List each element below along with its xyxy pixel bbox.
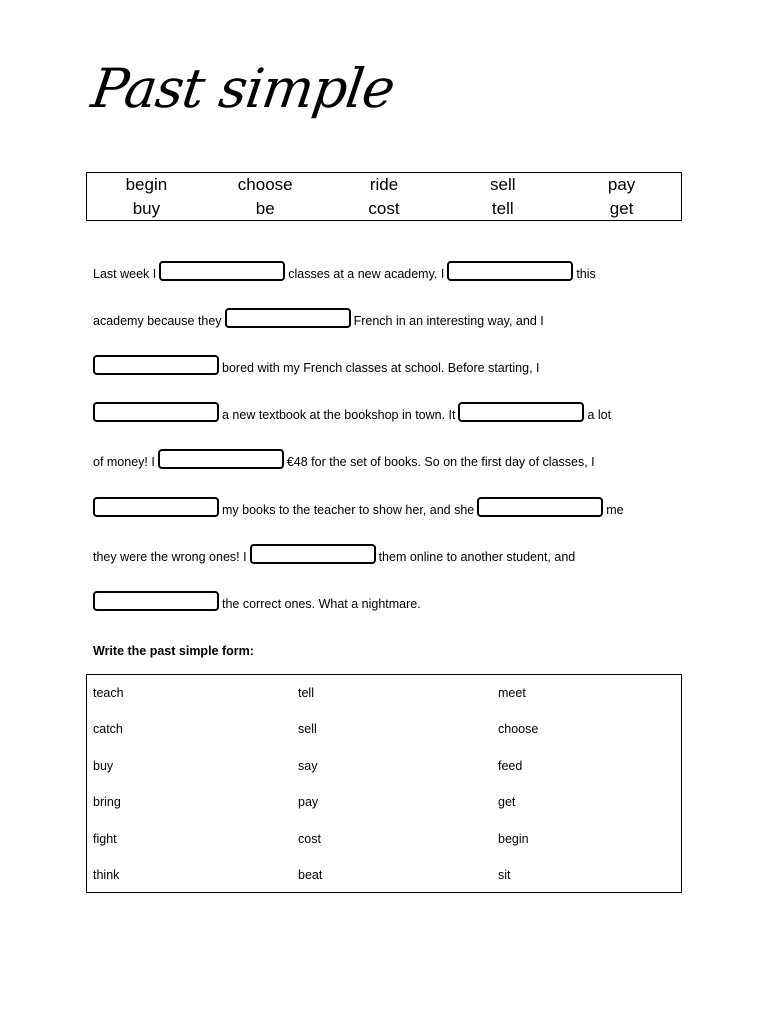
verb-item: say bbox=[298, 759, 318, 773]
passage-line bbox=[93, 448, 595, 476]
word-bank bbox=[86, 172, 682, 221]
answer-gap[interactable] bbox=[93, 355, 219, 375]
passage-line bbox=[93, 354, 540, 382]
word-bank-item: begin bbox=[125, 174, 168, 194]
word-bank-item: choose bbox=[237, 174, 293, 194]
answer-gap[interactable] bbox=[447, 261, 573, 281]
verb-item: catch bbox=[93, 722, 123, 736]
passage-text: a new textbook at the bookshop in town. It bbox=[222, 408, 456, 422]
verb-item: begin bbox=[498, 832, 529, 846]
passage-line bbox=[93, 307, 544, 335]
passage-text: this bbox=[576, 267, 596, 281]
word-bank-item: buy bbox=[132, 198, 161, 218]
verb-item: sell bbox=[298, 722, 317, 736]
answer-gap[interactable] bbox=[159, 261, 285, 281]
answer-gap[interactable] bbox=[158, 449, 284, 469]
passage-text: my books to the teacher to show her, and she bbox=[222, 503, 475, 517]
passage-text: bored with my French classes at school. Before starting, I bbox=[222, 361, 540, 375]
passage-line bbox=[93, 260, 596, 288]
verb-item: get bbox=[498, 795, 516, 809]
verb-item: bring bbox=[93, 795, 121, 809]
passage-text: French in an interesting way, and I bbox=[353, 314, 544, 328]
verb-item: pay bbox=[298, 795, 319, 809]
answer-gap[interactable] bbox=[225, 308, 351, 328]
passage-text: academy because they bbox=[93, 314, 222, 328]
word-bank-item: ride bbox=[369, 174, 399, 194]
exercise-instruction: Write the past simple form: bbox=[93, 644, 254, 658]
word-bank-item: tell bbox=[491, 198, 514, 218]
verb-item: fight bbox=[93, 832, 117, 846]
passage-line bbox=[93, 401, 611, 429]
answer-gap[interactable] bbox=[93, 591, 219, 611]
passage-line bbox=[93, 590, 421, 618]
verb-item: tell bbox=[298, 686, 314, 700]
word-bank-item: pay bbox=[607, 174, 636, 194]
passage-text: of money! I bbox=[93, 455, 155, 469]
passage-text: me bbox=[606, 503, 624, 517]
answer-gap[interactable] bbox=[250, 544, 376, 564]
answer-gap[interactable] bbox=[93, 402, 219, 422]
verb-item: beat bbox=[298, 868, 323, 882]
verb-item: feed bbox=[498, 759, 523, 773]
verb-item: choose bbox=[498, 722, 539, 736]
passage-line bbox=[93, 543, 575, 571]
word-bank-item: sell bbox=[490, 174, 516, 194]
verb-item: sit bbox=[498, 868, 511, 882]
passage-text: classes at a new academy. I bbox=[288, 267, 445, 281]
passage-text: they were the wrong ones! I bbox=[93, 550, 247, 564]
passage-text: €48 for the set of books. So on the first day of classes, I bbox=[286, 455, 595, 469]
passage-line bbox=[93, 496, 624, 524]
answer-gap[interactable] bbox=[93, 497, 219, 517]
passage-text: them online to another student, and bbox=[378, 550, 576, 564]
verb-item: cost bbox=[298, 832, 321, 846]
answer-gap[interactable] bbox=[477, 497, 603, 517]
answer-gap[interactable] bbox=[458, 402, 584, 422]
page-title: Past simple bbox=[87, 57, 399, 120]
passage-text: a lot bbox=[587, 408, 612, 422]
passage-text: Last week I bbox=[93, 267, 157, 281]
word-bank-item: get bbox=[609, 198, 634, 218]
word-bank-item: cost bbox=[368, 198, 400, 218]
word-bank-item: be bbox=[255, 198, 275, 218]
verb-item: think bbox=[93, 868, 120, 882]
verb-item: teach bbox=[93, 686, 124, 700]
passage-text: the correct ones. What a nightmare. bbox=[222, 597, 421, 611]
verb-table bbox=[86, 674, 682, 893]
verb-item: buy bbox=[93, 759, 114, 773]
verb-item: meet bbox=[498, 686, 526, 700]
